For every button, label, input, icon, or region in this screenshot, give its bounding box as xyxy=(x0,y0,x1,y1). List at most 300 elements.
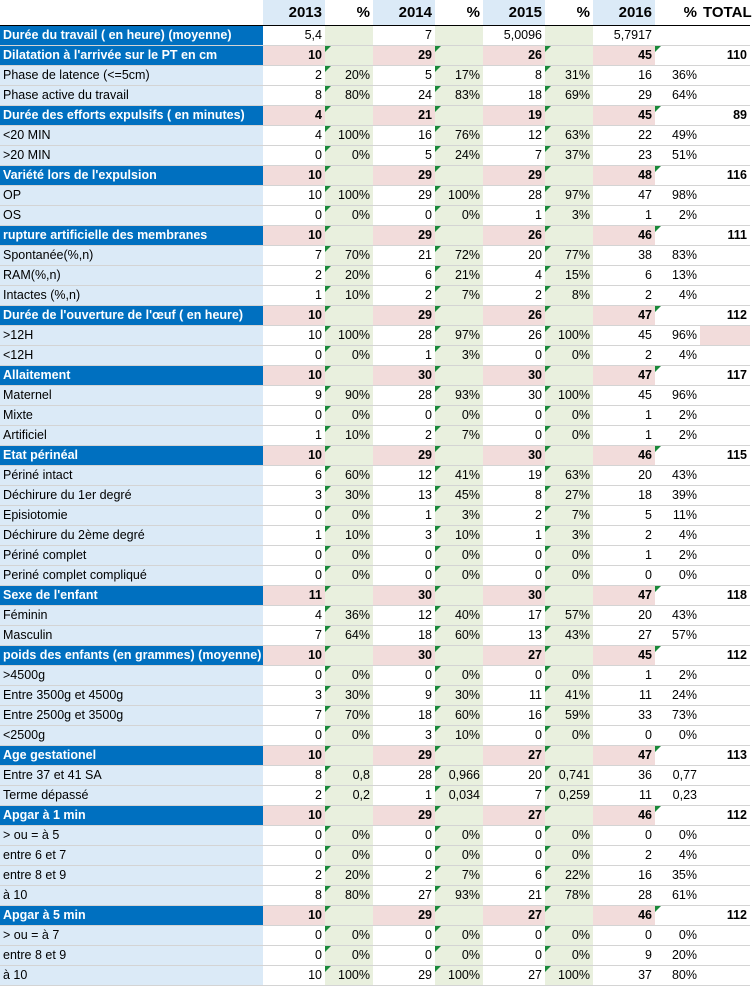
percent-cell-2013[interactable] xyxy=(325,805,373,825)
percent-cell-2014[interactable]: 93% xyxy=(435,385,483,405)
total-cell[interactable] xyxy=(700,325,750,345)
count-cell-2013[interactable]: 10 xyxy=(263,225,325,245)
percent-cell-2014[interactable]: 21% xyxy=(435,265,483,285)
percent-cell-2016[interactable] xyxy=(655,105,700,125)
percent-cell-2014[interactable]: 7% xyxy=(435,865,483,885)
count-cell-2016[interactable]: 20 xyxy=(593,465,655,485)
percent-cell-2014[interactable]: 0% xyxy=(435,205,483,225)
total-cell[interactable] xyxy=(700,405,750,425)
count-cell-2016[interactable]: 23 xyxy=(593,145,655,165)
percent-cell-2015[interactable] xyxy=(545,365,593,385)
count-cell-2015[interactable]: 0 xyxy=(483,925,545,945)
percent-cell-2015[interactable]: 7% xyxy=(545,505,593,525)
row-label-cell[interactable]: >20 MIN xyxy=(0,145,263,165)
percent-cell-2016[interactable]: 64% xyxy=(655,85,700,105)
count-cell-2013[interactable]: 10 xyxy=(263,325,325,345)
count-cell-2016[interactable]: 46 xyxy=(593,805,655,825)
percent-cell-2016[interactable]: 20% xyxy=(655,945,700,965)
total-cell[interactable] xyxy=(700,205,750,225)
count-cell-2015[interactable]: 0 xyxy=(483,345,545,365)
count-cell-2015[interactable]: 28 xyxy=(483,185,545,205)
percent-cell-2014[interactable]: 7% xyxy=(435,425,483,445)
percent-cell-2014[interactable]: 0,966 xyxy=(435,765,483,785)
percent-cell-2014[interactable] xyxy=(435,905,483,925)
percent-cell-2013[interactable]: 0% xyxy=(325,505,373,525)
total-cell[interactable] xyxy=(700,265,750,285)
count-cell-2014[interactable]: 2 xyxy=(373,865,435,885)
count-cell-2016[interactable]: 45 xyxy=(593,385,655,405)
percent-cell-2016[interactable]: 4% xyxy=(655,285,700,305)
total-cell[interactable] xyxy=(700,725,750,745)
row-label-cell[interactable]: Périné complet xyxy=(0,545,263,565)
section-label-cell[interactable]: Apgar à 1 min xyxy=(0,805,263,825)
percent-cell-2013[interactable]: 90% xyxy=(325,385,373,405)
percent-cell-2014[interactable] xyxy=(435,445,483,465)
count-cell-2013[interactable]: 0 xyxy=(263,545,325,565)
percent-cell-2013[interactable] xyxy=(325,25,373,45)
count-cell-2013[interactable]: 0 xyxy=(263,665,325,685)
percent-cell-2016[interactable]: 0% xyxy=(655,825,700,845)
total-cell[interactable] xyxy=(700,825,750,845)
count-cell-2013[interactable]: 0 xyxy=(263,825,325,845)
percent-cell-2015[interactable] xyxy=(545,585,593,605)
percent-cell-2013[interactable]: 30% xyxy=(325,685,373,705)
percent-cell-2015[interactable] xyxy=(545,645,593,665)
percent-cell-2013[interactable]: 80% xyxy=(325,85,373,105)
count-cell-2016[interactable]: 33 xyxy=(593,705,655,725)
percent-cell-2013[interactable]: 0% xyxy=(325,845,373,865)
count-cell-2013[interactable]: 9 xyxy=(263,385,325,405)
count-cell-2014[interactable]: 1 xyxy=(373,505,435,525)
total-cell[interactable] xyxy=(700,685,750,705)
total-cell[interactable] xyxy=(700,885,750,905)
percent-cell-2016[interactable]: 57% xyxy=(655,625,700,645)
percent-cell-2013[interactable]: 0% xyxy=(325,945,373,965)
percent-cell-2016[interactable]: 2% xyxy=(655,205,700,225)
count-cell-2015[interactable]: 17 xyxy=(483,605,545,625)
count-cell-2013[interactable]: 7 xyxy=(263,705,325,725)
row-label-cell[interactable]: RAM(%,n) xyxy=(0,265,263,285)
percent-cell-2014[interactable]: 76% xyxy=(435,125,483,145)
count-cell-2013[interactable]: 10 xyxy=(263,45,325,65)
total-cell[interactable] xyxy=(700,785,750,805)
percent-cell-2013[interactable]: 60% xyxy=(325,465,373,485)
percent-cell-2015[interactable]: 59% xyxy=(545,705,593,725)
count-cell-2013[interactable]: 2 xyxy=(263,65,325,85)
percent-cell-2015[interactable]: 0% xyxy=(545,425,593,445)
percent-cell-2013[interactable]: 80% xyxy=(325,885,373,905)
percent-cell-2014[interactable]: 100% xyxy=(435,185,483,205)
percent-cell-2013[interactable]: 36% xyxy=(325,605,373,625)
count-cell-2016[interactable]: 5,7917 xyxy=(593,25,655,45)
count-cell-2014[interactable]: 29 xyxy=(373,805,435,825)
total-cell[interactable] xyxy=(700,425,750,445)
row-label-cell[interactable]: entre 6 et 7 xyxy=(0,845,263,865)
percent-cell-2014[interactable] xyxy=(435,165,483,185)
total-cell[interactable] xyxy=(700,85,750,105)
percent-cell-2015[interactable]: 22% xyxy=(545,865,593,885)
count-cell-2015[interactable]: 7 xyxy=(483,145,545,165)
count-cell-2016[interactable]: 29 xyxy=(593,85,655,105)
count-cell-2013[interactable]: 1 xyxy=(263,285,325,305)
count-cell-2013[interactable]: 10 xyxy=(263,165,325,185)
count-cell-2013[interactable]: 3 xyxy=(263,685,325,705)
count-cell-2015[interactable]: 26 xyxy=(483,325,545,345)
count-cell-2014[interactable]: 0 xyxy=(373,665,435,685)
header-corner-cell[interactable] xyxy=(0,0,263,25)
section-label-cell[interactable]: rupture artificielle des membranes xyxy=(0,225,263,245)
total-cell[interactable]: 111 xyxy=(700,225,750,245)
count-cell-2016[interactable]: 38 xyxy=(593,245,655,265)
percent-cell-2016[interactable] xyxy=(655,25,700,45)
row-label-cell[interactable]: à 10 xyxy=(0,965,263,985)
percent-cell-2016[interactable]: 2% xyxy=(655,545,700,565)
percent-cell-2015[interactable] xyxy=(545,445,593,465)
percent-cell-2013[interactable]: 100% xyxy=(325,965,373,985)
percent-cell-2013[interactable] xyxy=(325,365,373,385)
percent-cell-2016[interactable]: 49% xyxy=(655,125,700,145)
row-label-cell[interactable]: Déchirure du 2ème degré xyxy=(0,525,263,545)
count-cell-2013[interactable]: 7 xyxy=(263,245,325,265)
percent-cell-2016[interactable]: 0,77 xyxy=(655,765,700,785)
count-cell-2014[interactable]: 29 xyxy=(373,45,435,65)
count-cell-2015[interactable]: 27 xyxy=(483,965,545,985)
count-cell-2014[interactable]: 28 xyxy=(373,385,435,405)
count-cell-2016[interactable]: 18 xyxy=(593,485,655,505)
row-label-cell[interactable]: Maternel xyxy=(0,385,263,405)
percent-cell-2013[interactable]: 0,8 xyxy=(325,765,373,785)
count-cell-2015[interactable]: 6 xyxy=(483,865,545,885)
count-cell-2014[interactable]: 0 xyxy=(373,925,435,945)
section-label-cell[interactable]: Age gestationel xyxy=(0,745,263,765)
count-cell-2016[interactable]: 45 xyxy=(593,105,655,125)
percent-cell-2016[interactable] xyxy=(655,805,700,825)
row-label-cell[interactable]: Masculin xyxy=(0,625,263,645)
count-cell-2015[interactable]: 19 xyxy=(483,465,545,485)
percent-cell-2013[interactable]: 20% xyxy=(325,865,373,885)
count-cell-2015[interactable]: 26 xyxy=(483,305,545,325)
count-cell-2014[interactable]: 30 xyxy=(373,645,435,665)
percent-cell-2013[interactable]: 100% xyxy=(325,185,373,205)
percent-cell-2016[interactable]: 83% xyxy=(655,245,700,265)
header-pct-2014[interactable]: % xyxy=(435,0,483,25)
percent-cell-2013[interactable]: 0% xyxy=(325,205,373,225)
count-cell-2015[interactable]: 0 xyxy=(483,665,545,685)
percent-cell-2015[interactable]: 0% xyxy=(545,925,593,945)
row-label-cell[interactable]: > ou = à 5 xyxy=(0,825,263,845)
count-cell-2013[interactable]: 10 xyxy=(263,445,325,465)
percent-cell-2013[interactable]: 0,2 xyxy=(325,785,373,805)
count-cell-2015[interactable]: 26 xyxy=(483,45,545,65)
count-cell-2014[interactable]: 0 xyxy=(373,845,435,865)
count-cell-2014[interactable]: 16 xyxy=(373,125,435,145)
percent-cell-2015[interactable] xyxy=(545,45,593,65)
percent-cell-2013[interactable]: 0% xyxy=(325,545,373,565)
total-cell[interactable] xyxy=(700,125,750,145)
count-cell-2015[interactable]: 0 xyxy=(483,425,545,445)
total-cell[interactable] xyxy=(700,845,750,865)
count-cell-2016[interactable]: 46 xyxy=(593,905,655,925)
count-cell-2013[interactable]: 10 xyxy=(263,905,325,925)
count-cell-2014[interactable]: 0 xyxy=(373,945,435,965)
header-year-2016[interactable]: 2016 xyxy=(593,0,655,25)
percent-cell-2013[interactable]: 100% xyxy=(325,325,373,345)
count-cell-2013[interactable]: 10 xyxy=(263,185,325,205)
percent-cell-2016[interactable]: 0% xyxy=(655,925,700,945)
percent-cell-2014[interactable]: 17% xyxy=(435,65,483,85)
total-cell[interactable] xyxy=(700,185,750,205)
count-cell-2016[interactable]: 27 xyxy=(593,625,655,645)
percent-cell-2016[interactable]: 2% xyxy=(655,405,700,425)
percent-cell-2015[interactable]: 97% xyxy=(545,185,593,205)
percent-cell-2013[interactable]: 0% xyxy=(325,725,373,745)
count-cell-2016[interactable]: 28 xyxy=(593,885,655,905)
count-cell-2013[interactable]: 1 xyxy=(263,525,325,545)
header-total[interactable]: TOTAL xyxy=(700,0,750,25)
count-cell-2014[interactable]: 29 xyxy=(373,745,435,765)
percent-cell-2014[interactable]: 100% xyxy=(435,965,483,985)
row-label-cell[interactable]: Entre 2500g et 3500g xyxy=(0,705,263,725)
percent-cell-2014[interactable]: 30% xyxy=(435,685,483,705)
count-cell-2015[interactable]: 19 xyxy=(483,105,545,125)
percent-cell-2016[interactable]: 35% xyxy=(655,865,700,885)
percent-cell-2015[interactable]: 57% xyxy=(545,605,593,625)
count-cell-2013[interactable]: 10 xyxy=(263,365,325,385)
count-cell-2016[interactable]: 1 xyxy=(593,425,655,445)
row-label-cell[interactable]: Episiotomie xyxy=(0,505,263,525)
percent-cell-2014[interactable]: 40% xyxy=(435,605,483,625)
count-cell-2015[interactable]: 8 xyxy=(483,65,545,85)
percent-cell-2015[interactable]: 3% xyxy=(545,525,593,545)
total-cell[interactable] xyxy=(700,145,750,165)
percent-cell-2016[interactable]: 4% xyxy=(655,525,700,545)
percent-cell-2015[interactable]: 0% xyxy=(545,665,593,685)
total-cell[interactable] xyxy=(700,465,750,485)
count-cell-2014[interactable]: 12 xyxy=(373,465,435,485)
total-cell[interactable] xyxy=(700,505,750,525)
percent-cell-2013[interactable] xyxy=(325,225,373,245)
count-cell-2015[interactable]: 30 xyxy=(483,365,545,385)
percent-cell-2015[interactable]: 78% xyxy=(545,885,593,905)
percent-cell-2014[interactable]: 0% xyxy=(435,845,483,865)
row-label-cell[interactable]: Mixte xyxy=(0,405,263,425)
count-cell-2016[interactable]: 9 xyxy=(593,945,655,965)
section-label-cell[interactable]: Apgar à 5 min xyxy=(0,905,263,925)
percent-cell-2015[interactable]: 0% xyxy=(545,725,593,745)
percent-cell-2015[interactable]: 27% xyxy=(545,485,593,505)
count-cell-2013[interactable]: 0 xyxy=(263,345,325,365)
count-cell-2015[interactable]: 26 xyxy=(483,225,545,245)
percent-cell-2013[interactable]: 100% xyxy=(325,125,373,145)
row-label-cell[interactable]: Périné intact xyxy=(0,465,263,485)
percent-cell-2013[interactable]: 70% xyxy=(325,705,373,725)
count-cell-2014[interactable]: 2 xyxy=(373,425,435,445)
count-cell-2014[interactable]: 29 xyxy=(373,905,435,925)
percent-cell-2013[interactable] xyxy=(325,305,373,325)
count-cell-2016[interactable]: 37 xyxy=(593,965,655,985)
percent-cell-2014[interactable] xyxy=(435,25,483,45)
row-label-cell[interactable]: OS xyxy=(0,205,263,225)
count-cell-2014[interactable]: 28 xyxy=(373,325,435,345)
percent-cell-2016[interactable]: 39% xyxy=(655,485,700,505)
count-cell-2014[interactable]: 5 xyxy=(373,145,435,165)
percent-cell-2016[interactable]: 0% xyxy=(655,565,700,585)
row-label-cell[interactable]: Artificiel xyxy=(0,425,263,445)
percent-cell-2013[interactable]: 10% xyxy=(325,285,373,305)
total-cell[interactable]: 116 xyxy=(700,165,750,185)
percent-cell-2013[interactable] xyxy=(325,165,373,185)
total-cell[interactable] xyxy=(700,545,750,565)
total-cell[interactable] xyxy=(700,525,750,545)
count-cell-2014[interactable]: 1 xyxy=(373,785,435,805)
count-cell-2013[interactable]: 0 xyxy=(263,145,325,165)
total-cell[interactable]: 110 xyxy=(700,45,750,65)
row-label-cell[interactable]: OP xyxy=(0,185,263,205)
percent-cell-2016[interactable]: 11% xyxy=(655,505,700,525)
count-cell-2016[interactable]: 2 xyxy=(593,845,655,865)
count-cell-2015[interactable]: 0 xyxy=(483,825,545,845)
count-cell-2015[interactable]: 8 xyxy=(483,485,545,505)
count-cell-2014[interactable]: 12 xyxy=(373,605,435,625)
percent-cell-2014[interactable] xyxy=(435,745,483,765)
percent-cell-2014[interactable]: 0% xyxy=(435,665,483,685)
total-cell[interactable] xyxy=(700,925,750,945)
percent-cell-2016[interactable]: 0% xyxy=(655,725,700,745)
percent-cell-2014[interactable]: 0,034 xyxy=(435,785,483,805)
percent-cell-2016[interactable]: 2% xyxy=(655,425,700,445)
percent-cell-2013[interactable]: 10% xyxy=(325,425,373,445)
percent-cell-2013[interactable] xyxy=(325,105,373,125)
count-cell-2015[interactable]: 4 xyxy=(483,265,545,285)
percent-cell-2016[interactable]: 4% xyxy=(655,845,700,865)
row-label-cell[interactable]: Féminin xyxy=(0,605,263,625)
count-cell-2014[interactable]: 6 xyxy=(373,265,435,285)
count-cell-2014[interactable]: 0 xyxy=(373,565,435,585)
percent-cell-2015[interactable]: 63% xyxy=(545,125,593,145)
count-cell-2013[interactable]: 5,4 xyxy=(263,25,325,45)
count-cell-2013[interactable]: 2 xyxy=(263,865,325,885)
count-cell-2014[interactable]: 18 xyxy=(373,625,435,645)
percent-cell-2016[interactable] xyxy=(655,445,700,465)
percent-cell-2014[interactable] xyxy=(435,585,483,605)
section-label-cell[interactable]: Durée des efforts expulsifs ( en minutes) xyxy=(0,105,263,125)
count-cell-2013[interactable]: 4 xyxy=(263,105,325,125)
percent-cell-2016[interactable]: 96% xyxy=(655,385,700,405)
percent-cell-2014[interactable]: 10% xyxy=(435,525,483,545)
percent-cell-2014[interactable]: 60% xyxy=(435,625,483,645)
percent-cell-2016[interactable]: 80% xyxy=(655,965,700,985)
percent-cell-2014[interactable]: 45% xyxy=(435,485,483,505)
percent-cell-2016[interactable] xyxy=(655,645,700,665)
percent-cell-2015[interactable] xyxy=(545,905,593,925)
percent-cell-2013[interactable]: 0% xyxy=(325,345,373,365)
count-cell-2014[interactable]: 29 xyxy=(373,185,435,205)
count-cell-2013[interactable]: 8 xyxy=(263,885,325,905)
count-cell-2016[interactable]: 1 xyxy=(593,405,655,425)
percent-cell-2015[interactable]: 41% xyxy=(545,685,593,705)
count-cell-2015[interactable]: 11 xyxy=(483,685,545,705)
percent-cell-2014[interactable] xyxy=(435,45,483,65)
count-cell-2016[interactable]: 2 xyxy=(593,345,655,365)
percent-cell-2015[interactable]: 100% xyxy=(545,325,593,345)
count-cell-2015[interactable]: 0 xyxy=(483,405,545,425)
total-cell[interactable] xyxy=(700,25,750,45)
count-cell-2013[interactable]: 7 xyxy=(263,625,325,645)
total-cell[interactable] xyxy=(700,345,750,365)
count-cell-2016[interactable]: 22 xyxy=(593,125,655,145)
row-label-cell[interactable]: >12H xyxy=(0,325,263,345)
count-cell-2013[interactable]: 0 xyxy=(263,725,325,745)
count-cell-2016[interactable]: 47 xyxy=(593,365,655,385)
count-cell-2015[interactable]: 0 xyxy=(483,565,545,585)
row-label-cell[interactable]: Entre 37 et 41 SA xyxy=(0,765,263,785)
percent-cell-2014[interactable]: 60% xyxy=(435,705,483,725)
total-cell[interactable] xyxy=(700,665,750,685)
percent-cell-2015[interactable]: 0,259 xyxy=(545,785,593,805)
count-cell-2013[interactable]: 6 xyxy=(263,465,325,485)
percent-cell-2014[interactable]: 72% xyxy=(435,245,483,265)
count-cell-2014[interactable]: 9 xyxy=(373,685,435,705)
row-label-cell[interactable]: Entre 3500g et 4500g xyxy=(0,685,263,705)
total-cell[interactable] xyxy=(700,605,750,625)
percent-cell-2015[interactable]: 100% xyxy=(545,965,593,985)
total-cell[interactable] xyxy=(700,965,750,985)
percent-cell-2014[interactable] xyxy=(435,105,483,125)
section-label-cell[interactable]: Sexe de l'enfant xyxy=(0,585,263,605)
percent-cell-2014[interactable] xyxy=(435,225,483,245)
percent-cell-2014[interactable]: 83% xyxy=(435,85,483,105)
count-cell-2016[interactable]: 2 xyxy=(593,525,655,545)
percent-cell-2015[interactable]: 0% xyxy=(545,945,593,965)
total-cell[interactable]: 112 xyxy=(700,805,750,825)
count-cell-2016[interactable]: 0 xyxy=(593,825,655,845)
percent-cell-2016[interactable]: 43% xyxy=(655,465,700,485)
count-cell-2016[interactable]: 20 xyxy=(593,605,655,625)
percent-cell-2014[interactable]: 0% xyxy=(435,825,483,845)
total-cell[interactable] xyxy=(700,625,750,645)
count-cell-2016[interactable]: 36 xyxy=(593,765,655,785)
percent-cell-2014[interactable]: 0% xyxy=(435,545,483,565)
row-label-cell[interactable]: > ou = à 7 xyxy=(0,925,263,945)
count-cell-2016[interactable]: 6 xyxy=(593,265,655,285)
total-cell[interactable] xyxy=(700,485,750,505)
count-cell-2013[interactable]: 0 xyxy=(263,405,325,425)
count-cell-2015[interactable]: 30 xyxy=(483,385,545,405)
row-label-cell[interactable]: entre 8 et 9 xyxy=(0,945,263,965)
count-cell-2016[interactable]: 46 xyxy=(593,225,655,245)
count-cell-2015[interactable]: 29 xyxy=(483,165,545,185)
count-cell-2016[interactable]: 16 xyxy=(593,65,655,85)
section-label-cell[interactable]: Variété lors de l'expulsion xyxy=(0,165,263,185)
section-label-cell[interactable]: Etat périnéal xyxy=(0,445,263,465)
count-cell-2015[interactable]: 12 xyxy=(483,125,545,145)
count-cell-2016[interactable]: 1 xyxy=(593,545,655,565)
count-cell-2016[interactable]: 47 xyxy=(593,305,655,325)
count-cell-2013[interactable]: 1 xyxy=(263,425,325,445)
percent-cell-2016[interactable]: 0,23 xyxy=(655,785,700,805)
percent-cell-2015[interactable] xyxy=(545,805,593,825)
count-cell-2015[interactable]: 27 xyxy=(483,645,545,665)
percent-cell-2014[interactable]: 93% xyxy=(435,885,483,905)
percent-cell-2014[interactable]: 0% xyxy=(435,405,483,425)
percent-cell-2013[interactable]: 0% xyxy=(325,665,373,685)
percent-cell-2014[interactable] xyxy=(435,305,483,325)
percent-cell-2015[interactable] xyxy=(545,225,593,245)
percent-cell-2015[interactable]: 63% xyxy=(545,465,593,485)
count-cell-2015[interactable]: 27 xyxy=(483,745,545,765)
count-cell-2014[interactable]: 2 xyxy=(373,285,435,305)
percent-cell-2015[interactable]: 100% xyxy=(545,385,593,405)
